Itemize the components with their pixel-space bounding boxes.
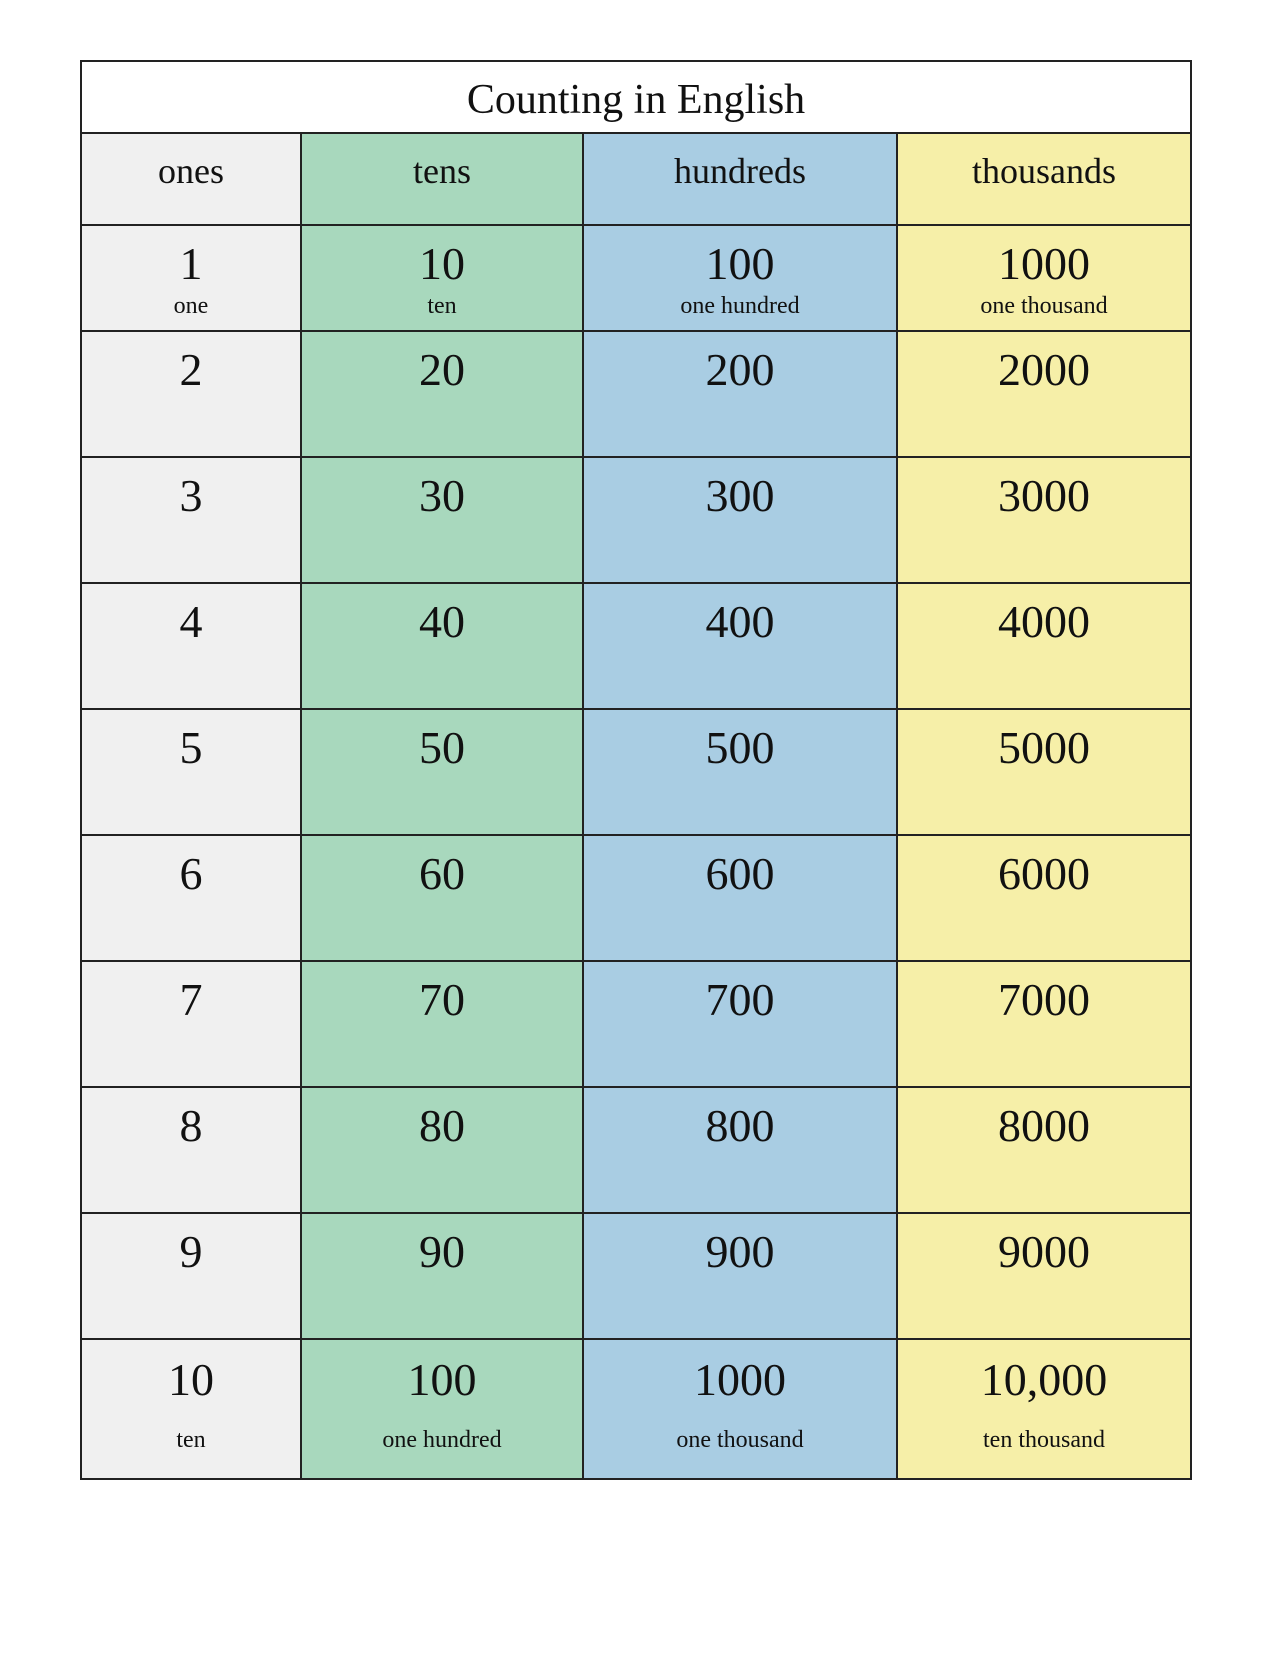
number-value: 20	[419, 344, 465, 395]
table-row	[82, 1088, 1190, 1214]
number-value: 900	[705, 1226, 775, 1277]
number-word: one thousand	[980, 293, 1108, 319]
table-cell	[82, 226, 302, 330]
table-cell	[584, 226, 898, 330]
number-word: one hundred	[680, 293, 800, 319]
number-value: 1	[179, 238, 203, 289]
table-row	[82, 226, 1190, 332]
table-cell	[302, 1088, 584, 1212]
header-row	[82, 134, 1190, 226]
table-cell	[584, 332, 898, 456]
table-cell	[82, 962, 302, 1086]
number-word: one	[173, 293, 209, 319]
table-cell	[82, 332, 302, 456]
table-cell	[82, 836, 302, 960]
number-value: 200	[705, 344, 775, 395]
number-value: 300	[705, 470, 775, 521]
table-cell	[898, 584, 1190, 708]
header-tens: tens	[302, 134, 584, 224]
table-row	[82, 458, 1190, 584]
table-cell	[82, 710, 302, 834]
table-cell	[302, 962, 584, 1086]
number-value: 7	[179, 974, 203, 1025]
table-cell	[898, 1340, 1190, 1478]
table-row	[82, 1340, 1190, 1478]
table-cell	[584, 1340, 898, 1478]
table-cell	[898, 458, 1190, 582]
number-value: 1000	[998, 238, 1090, 289]
number-value: 6	[179, 848, 203, 899]
table-cell	[82, 458, 302, 582]
number-word: ten thousand	[983, 1427, 1105, 1453]
table-cell	[584, 710, 898, 834]
table-cell	[82, 1340, 302, 1478]
number-value: 8	[179, 1100, 203, 1151]
number-value: 100	[705, 238, 775, 289]
number-value: 10	[168, 1354, 214, 1405]
number-value: 60	[419, 848, 465, 899]
number-value: 80	[419, 1100, 465, 1151]
table-cell	[302, 584, 584, 708]
table-row	[82, 584, 1190, 710]
number-value: 2000	[998, 344, 1090, 395]
table-cell	[898, 836, 1190, 960]
number-value: 5	[179, 722, 203, 773]
number-value: 90	[419, 1226, 465, 1277]
header-hundreds: hundreds	[584, 134, 898, 224]
table-cell	[302, 1340, 584, 1478]
table-row	[82, 710, 1190, 836]
number-value: 800	[705, 1100, 775, 1151]
table-cell	[584, 584, 898, 708]
table-cell	[584, 1214, 898, 1338]
number-value: 10	[419, 238, 465, 289]
number-value: 2	[179, 344, 203, 395]
counting-chart	[80, 60, 1192, 1480]
table-cell	[302, 1214, 584, 1338]
number-value: 5000	[998, 722, 1090, 773]
table-cell	[82, 584, 302, 708]
number-value: 9	[179, 1226, 203, 1277]
number-word: ten	[176, 1427, 206, 1453]
number-value: 500	[705, 722, 775, 773]
number-value: 40	[419, 596, 465, 647]
number-value: 100	[407, 1354, 477, 1405]
number-value: 4	[179, 596, 203, 647]
table-row	[82, 1214, 1190, 1340]
table-row	[82, 836, 1190, 962]
number-word: one thousand	[676, 1427, 804, 1453]
number-value: 70	[419, 974, 465, 1025]
number-value: 30	[419, 470, 465, 521]
number-value: 3	[179, 470, 203, 521]
number-value: 7000	[998, 974, 1090, 1025]
table-cell	[898, 710, 1190, 834]
table-cell	[898, 1214, 1190, 1338]
number-value: 8000	[998, 1100, 1090, 1151]
table-cell	[302, 332, 584, 456]
table-row	[82, 962, 1190, 1088]
header-ones: ones	[82, 134, 302, 224]
table-cell	[898, 332, 1190, 456]
table-cell	[584, 962, 898, 1086]
table-cell	[584, 1088, 898, 1212]
table-row	[82, 332, 1190, 458]
table-cell	[302, 458, 584, 582]
number-value: 50	[419, 722, 465, 773]
number-word: one hundred	[382, 1427, 502, 1453]
number-value: 4000	[998, 596, 1090, 647]
table-cell	[82, 1214, 302, 1338]
number-value: 600	[705, 848, 775, 899]
header-thousands: thousands	[898, 134, 1190, 224]
number-value: 6000	[998, 848, 1090, 899]
number-value: 9000	[998, 1226, 1090, 1277]
table-cell	[898, 962, 1190, 1086]
number-value: 3000	[998, 470, 1090, 521]
table-cell	[302, 836, 584, 960]
number-value: 400	[705, 596, 775, 647]
number-value: 10,000	[980, 1354, 1108, 1405]
table-cell	[898, 226, 1190, 330]
chart-title: Counting in English	[82, 62, 1190, 134]
table-cell	[584, 836, 898, 960]
table-cell	[302, 710, 584, 834]
number-value: 700	[705, 974, 775, 1025]
table-cell	[898, 1088, 1190, 1212]
table-cell	[584, 458, 898, 582]
table-cell	[82, 1088, 302, 1212]
number-word: ten	[427, 293, 457, 319]
table-cell	[302, 226, 584, 330]
number-value: 1000	[694, 1354, 786, 1405]
